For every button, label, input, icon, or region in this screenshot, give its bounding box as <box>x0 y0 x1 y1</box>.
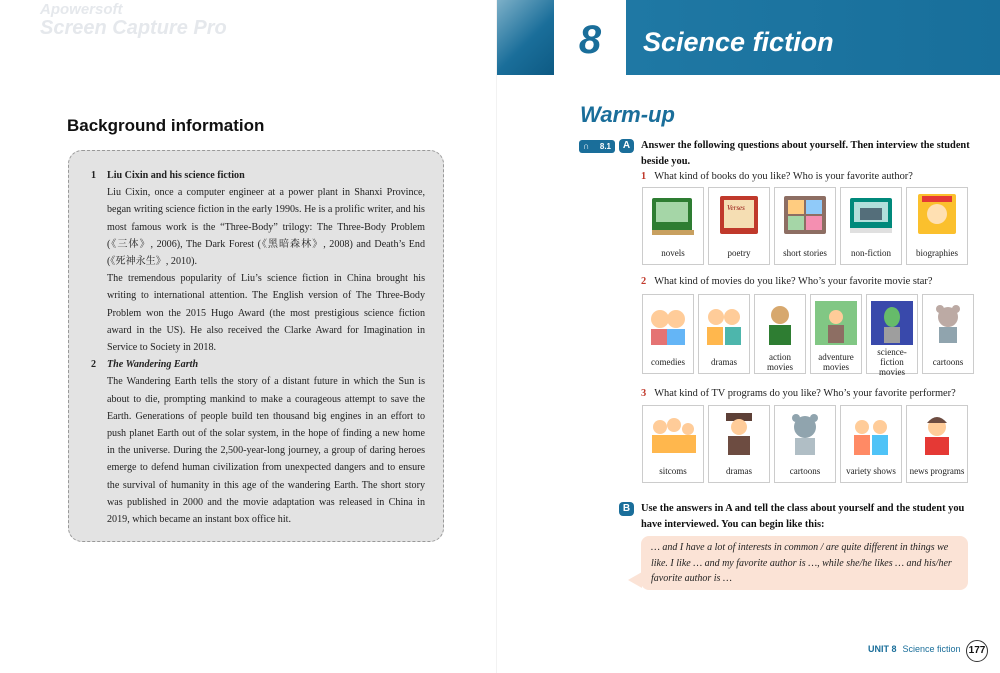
info-item-1-number: 1 <box>91 170 97 181</box>
card-label: dramas <box>711 356 737 367</box>
page-number: 177 <box>966 640 988 662</box>
info-item-2-title: The Wandering Earth <box>107 359 199 371</box>
question-1-number: 1 <box>641 171 647 182</box>
card-label: action movies <box>767 351 793 372</box>
unit-number-box <box>554 0 626 75</box>
section-a-instruction: Answer the following questions about yourself. Then interview the student beside you. <box>641 140 970 167</box>
watermark-line2: Screen Capture Pro <box>40 17 227 39</box>
card-science-fiction-movies[interactable] <box>866 294 918 377</box>
question-2 <box>641 276 932 287</box>
comedies-image <box>645 299 691 347</box>
variety-shows-image <box>844 409 898 457</box>
question-1 <box>641 171 913 182</box>
section-b-badge: B <box>619 502 634 516</box>
card-label: cartoons <box>932 356 964 367</box>
warmup-title: Warm-up <box>580 102 675 127</box>
example-speech-bubble: … and I have a lot of interests in common / are quite different in things we like. I like … and my favorite author is …, while she/he likes … and his/her favorite author is … <box>641 536 968 590</box>
books-cards <box>642 187 968 265</box>
card-label: biographies <box>916 247 958 258</box>
movies-cards <box>642 294 974 377</box>
question-3 <box>641 388 956 399</box>
card-news-programs[interactable] <box>906 405 968 483</box>
info-item-1-para1: Liu Cixin, once a computer engineer at a power plant in Shanxi Province, began writing science fiction in the early 1990s. He is a prolific writer, and his most famous work is the “Three-Body” trilogy: The Three-Body Problem (《三体》, 2006), The Dark Forest (《黑暗森林》, 2008) and Death’s End (《死神永生》, 2010). <box>107 187 425 268</box>
info-item-2-para1: The Wandering Earth tells the story of a distant future in which the Sun is about to die, prompting mankind to make a courageous attempt to save the Earth. Generations of people build ten thousand big engines in an effort to push planet Earth out of the solar system, in the hope of finding a new home in the universe. During the 2,500-year-long journey, a group of daring heroes emerge to defend human civilization from unexpected dangers and to ensure the survival of humanity in this age of the wandering Earth. The short story was published in 2000 and the movie adaptation was released in China in 2019, which became an instant box office hit. <box>107 376 425 526</box>
news-programs-image <box>910 409 964 457</box>
question-3-number: 3 <box>641 388 647 399</box>
watermark-line1: Apowersoft <box>40 1 123 18</box>
card-label: variety shows <box>846 465 896 476</box>
card-label: sitcoms <box>659 465 687 476</box>
card-label: adventure movies <box>818 351 854 372</box>
card-label: non-fiction <box>851 247 891 258</box>
info-item-2-body <box>91 373 425 528</box>
page-footer <box>868 644 961 654</box>
info-item-2-heading <box>91 356 425 373</box>
card-cartoons[interactable] <box>922 294 974 374</box>
info-item-2-number: 2 <box>91 359 97 371</box>
card-poetry[interactable] <box>708 187 770 265</box>
page-divider <box>496 0 497 673</box>
novels-book-icon <box>646 190 700 240</box>
screen-capture-watermark <box>40 2 227 39</box>
question-1-text: What kind of books do you like? Who is your favorite author? <box>654 171 913 182</box>
biographies-book-icon <box>910 190 964 240</box>
card-adventure-movies[interactable] <box>810 294 862 374</box>
svg-text:Verses: Verses <box>727 204 745 212</box>
banner-decoration <box>497 0 554 75</box>
card-variety-shows[interactable] <box>840 405 902 483</box>
card-non-fiction[interactable] <box>840 187 902 265</box>
audio-track-button[interactable] <box>579 140 615 153</box>
science-fiction-movies-image <box>869 299 915 347</box>
section-b-instruction: Use the answers in A and tell the class about yourself and the student you have interviewed. You can begin like this: <box>641 503 965 530</box>
unit-title-banner <box>626 0 1000 75</box>
card-sitcoms[interactable] <box>642 405 704 483</box>
card-action-movies[interactable] <box>754 294 806 374</box>
headphones-icon: ∩ <box>583 141 590 151</box>
section-a-badge: A <box>619 139 634 153</box>
footer-title: Science fiction <box>902 644 961 654</box>
short-stories-book-icon <box>778 190 832 240</box>
card-label: short stories <box>783 247 827 258</box>
card-biographies[interactable] <box>906 187 968 265</box>
tv-cartoons-image <box>778 409 832 457</box>
card-dramas[interactable] <box>698 294 750 374</box>
cartoons-image <box>925 299 971 347</box>
action-movies-image <box>757 299 803 347</box>
footer-unit: UNIT 8 <box>868 644 897 654</box>
card-label: science-fiction movies <box>877 346 907 377</box>
info-item-1-body <box>91 184 425 356</box>
card-comedies[interactable] <box>642 294 694 374</box>
card-tv-dramas[interactable] <box>708 405 770 483</box>
non-fiction-book-icon <box>844 190 898 240</box>
unit-title: Science fiction <box>643 27 834 57</box>
question-3-text: What kind of TV programs do you like? Who’s your favorite performer? <box>654 388 956 399</box>
card-novels[interactable] <box>642 187 704 265</box>
poetry-book-icon <box>712 190 766 240</box>
sitcoms-image <box>646 409 700 457</box>
background-info-box <box>68 150 444 542</box>
adventure-movies-image <box>813 299 859 347</box>
tv-dramas-image <box>712 409 766 457</box>
question-2-number: 2 <box>641 276 647 287</box>
info-item-1-heading <box>91 167 425 184</box>
card-tv-cartoons[interactable] <box>774 405 836 483</box>
info-item-1-title: Liu Cixin and his science fiction <box>107 170 245 181</box>
unit-number: 8 <box>578 18 602 62</box>
card-label: novels <box>661 247 685 258</box>
card-label: cartoons <box>789 465 821 476</box>
card-label: news programs <box>909 465 965 476</box>
speech-bubble-tail <box>628 572 642 588</box>
info-item-1-para2: The tremendous popularity of Liu’s science fiction in China brought his writing to international attention. The English version of The Three-Body Problem won the 2015 Hugo Award (the most prestigious science fiction award in the US). He also received the Clarke Award for Imagination in Service to Society in 2018. <box>107 273 425 354</box>
card-label: comedies <box>651 356 685 367</box>
dramas-image <box>701 299 747 347</box>
tv-cards <box>642 405 968 483</box>
background-info-title: Background information <box>67 116 265 135</box>
question-2-text: What kind of movies do you like? Who’s your favorite movie star? <box>654 276 933 287</box>
audio-track-number: 8.1 <box>599 142 611 151</box>
card-label: dramas <box>726 465 752 476</box>
card-short-stories[interactable] <box>774 187 836 265</box>
card-label: poetry <box>727 247 751 258</box>
